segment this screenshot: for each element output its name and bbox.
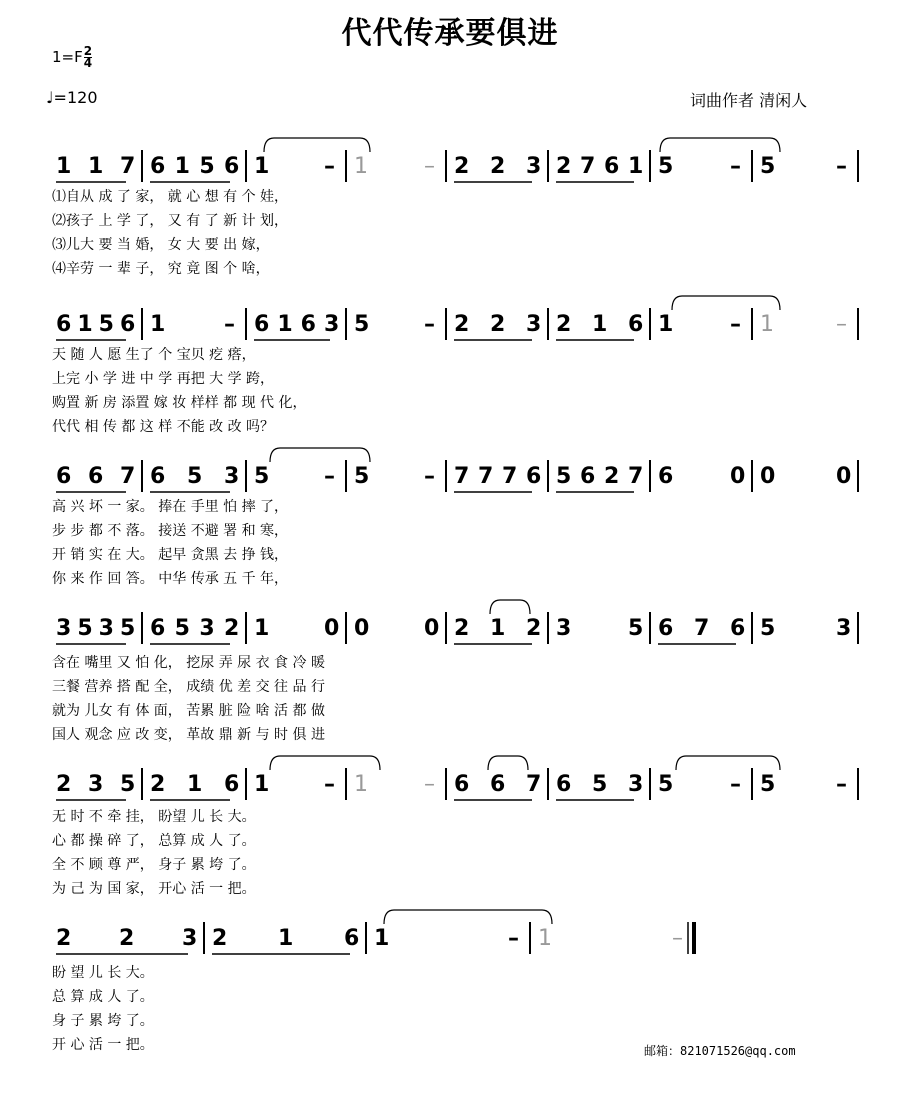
slur xyxy=(270,756,380,770)
lyric-line: ⑶儿大 要 当 婚， 女 大 要 出 嫁， xyxy=(52,237,270,253)
note: 6 xyxy=(120,312,136,337)
note: 6 xyxy=(454,772,470,797)
note: 0 xyxy=(324,616,340,641)
note: 2 xyxy=(454,616,470,641)
note: 6 xyxy=(224,154,240,179)
note: 3 xyxy=(628,772,644,797)
note: 1 xyxy=(760,312,774,337)
dash-note: – xyxy=(836,772,847,797)
lyric-line: 开 销 实 在 大。 起早 贪黑 去 挣 钱， xyxy=(52,547,289,563)
slur xyxy=(264,138,370,152)
note: 1 xyxy=(174,154,190,179)
dash-note: – xyxy=(424,312,435,337)
note: 3 xyxy=(56,616,72,641)
dash-note: – xyxy=(730,312,741,337)
note: 3 xyxy=(526,154,542,179)
dash-note: – xyxy=(730,154,741,179)
note: 0 xyxy=(836,464,852,489)
time-numerator: 2 xyxy=(83,44,93,58)
dash-note: – xyxy=(424,464,435,489)
dash-note: – xyxy=(324,154,335,179)
note: 1 xyxy=(187,772,203,797)
note: 2 xyxy=(212,926,228,951)
dash-note: – xyxy=(508,926,519,951)
note: 5 xyxy=(658,772,674,797)
note: 1 xyxy=(254,616,270,641)
dash-note: – xyxy=(324,464,335,489)
note: 0 xyxy=(730,464,746,489)
note: 3 xyxy=(182,926,198,951)
note: 0 xyxy=(760,464,776,489)
note: 6 xyxy=(490,772,506,797)
note: 2 xyxy=(556,312,572,337)
lyric-line: 国人 观念 应 改 变， 革故 鼎 新 与 时 俱 进 xyxy=(52,727,325,743)
lyric-line: 全 不 顾 尊 严， 身子 累 垮 了。 xyxy=(52,857,256,873)
note: 5 xyxy=(628,616,644,641)
note: 2 xyxy=(556,154,572,179)
note: 6 xyxy=(254,312,270,337)
note: 6 xyxy=(658,464,674,489)
lyric-line: 代代 相 传 都 这 样 不能 改 改 吗？ xyxy=(52,419,275,435)
note: 6 xyxy=(56,312,72,337)
note: 1 xyxy=(278,926,294,951)
note: 6 xyxy=(88,464,104,489)
note: 5 xyxy=(187,464,203,489)
note: 5 xyxy=(254,464,270,489)
note: 7 xyxy=(454,464,470,489)
dash-note: – xyxy=(424,772,435,797)
note: 5 xyxy=(556,464,572,489)
note: 6 xyxy=(604,154,620,179)
note: 3 xyxy=(199,616,215,641)
dash-note: – xyxy=(730,772,741,797)
lyric-line: 盼 望 儿 长 大。 xyxy=(52,965,154,981)
note: 2 xyxy=(490,312,506,337)
note: 7 xyxy=(120,464,136,489)
note: 5 xyxy=(354,464,370,489)
note: 6 xyxy=(658,616,674,641)
note: 2 xyxy=(56,772,72,797)
slur xyxy=(488,756,528,770)
note: 7 xyxy=(478,464,494,489)
note: 2 xyxy=(526,616,542,641)
note: 6 xyxy=(224,772,240,797)
note: 5 xyxy=(120,616,136,641)
note: 3 xyxy=(98,616,114,641)
note: 6 xyxy=(580,464,596,489)
lyric-line: 开 心 活 一 把。 xyxy=(52,1037,154,1053)
note: 2 xyxy=(454,312,470,337)
note: 3 xyxy=(224,464,240,489)
note: 2 xyxy=(454,154,470,179)
lyric-line: ⑷辛劳 一 辈 子， 究 竟 图 个 啥， xyxy=(52,261,270,277)
note: 5 xyxy=(77,616,93,641)
lyric-line: 无 时 不 牵 挂， 盼望 儿 长 大。 xyxy=(52,809,256,825)
note: 7 xyxy=(628,464,644,489)
note: 6 xyxy=(150,154,166,179)
note: 7 xyxy=(120,154,136,179)
note: 3 xyxy=(88,772,104,797)
note: 2 xyxy=(150,772,166,797)
note: 1 xyxy=(490,616,506,641)
note: 5 xyxy=(199,154,215,179)
lyric-line: 购置 新 房 添置 嫁 妆 样样 都 现 代 化， xyxy=(52,395,307,411)
note: 6 xyxy=(344,926,360,951)
note: 3 xyxy=(324,312,340,337)
note: 2 xyxy=(56,926,72,951)
note: 1 xyxy=(592,312,608,337)
dash-note: – xyxy=(836,312,847,337)
note: 1 xyxy=(658,312,674,337)
note: 1 xyxy=(254,772,270,797)
note: 6 xyxy=(556,772,572,797)
note: 0 xyxy=(354,616,370,641)
note: 5 xyxy=(98,312,114,337)
note: 2 xyxy=(490,154,506,179)
note: 5 xyxy=(120,772,136,797)
lyric-line: 就为 儿女 有 体 面， 苦累 脏 险 啥 活 都 做 xyxy=(52,703,325,719)
note: 5 xyxy=(174,616,190,641)
dash-note: – xyxy=(836,154,847,179)
note: 6 xyxy=(56,464,72,489)
slur xyxy=(384,910,552,924)
note: 5 xyxy=(760,616,776,641)
lyric-line: 身 子 累 垮 了。 xyxy=(52,1013,154,1029)
note: 1 xyxy=(354,772,368,797)
note: 1 xyxy=(77,312,93,337)
lyric-line: 总 算 成 人 了。 xyxy=(52,989,154,1005)
note: 1 xyxy=(150,312,166,337)
lyric-line: 天 随 人 愿 生了 个 宝贝 疙 瘩， xyxy=(52,347,256,363)
note: 7 xyxy=(526,772,542,797)
contact-email: 邮箱：821071526@qq.com xyxy=(644,1044,796,1058)
note: 1 xyxy=(538,926,552,951)
lyric-line: 含在 嘴里 又 怕 化， 挖尿 弄 尿 衣 食 冷 暖 xyxy=(52,655,325,671)
note: 1 xyxy=(277,312,293,337)
note: 1 xyxy=(628,154,644,179)
note: 6 xyxy=(628,312,644,337)
note: 3 xyxy=(526,312,542,337)
lyric-line: ⑵孩子 上 学 了， 又 有 了 新 计 划， xyxy=(52,213,289,229)
key-label: 1=F xyxy=(52,48,83,66)
note: 6 xyxy=(730,616,746,641)
note: 1 xyxy=(374,926,390,951)
lyric-line: 心 都 操 碎 了， 总算 成 人 了。 xyxy=(52,833,256,849)
note: 6 xyxy=(300,312,316,337)
dash-note: – xyxy=(672,926,683,951)
note: 7 xyxy=(694,616,710,641)
dash-note: – xyxy=(324,772,335,797)
tempo-marking: ♩=120 xyxy=(46,88,98,107)
lyric-line: ⑴自从 成 了 家， 就 心 想 有 个 娃， xyxy=(52,189,289,205)
note: 6 xyxy=(150,616,166,641)
slur xyxy=(672,296,780,310)
note: 7 xyxy=(502,464,518,489)
lyric-line: 步 步 都 不 落。 接送 不避 署 和 寒， xyxy=(52,523,289,539)
note: 2 xyxy=(224,616,240,641)
lyric-line: 上完 小 学 进 中 学 再把 大 学 跨， xyxy=(52,371,275,387)
dash-note: – xyxy=(224,312,235,337)
slur xyxy=(676,756,780,770)
note: 7 xyxy=(580,154,596,179)
slur xyxy=(660,138,780,152)
song-title: 代代传承要俱进 xyxy=(341,16,559,51)
slur xyxy=(270,448,370,462)
lyric-line: 三餐 营养 搭 配 全， 成绩 优 差 交 往 品 行 xyxy=(52,679,325,695)
note: 1 xyxy=(254,154,270,179)
dash-note: – xyxy=(424,154,435,179)
lyric-line: 你 来 作 回 答。 中华 传承 五 千 年， xyxy=(52,571,289,587)
note: 2 xyxy=(604,464,620,489)
note: 6 xyxy=(150,464,166,489)
time-denominator: 4 xyxy=(83,56,93,70)
note: 5 xyxy=(592,772,608,797)
note: 5 xyxy=(760,154,776,179)
note: 5 xyxy=(658,154,674,179)
note: 0 xyxy=(424,616,440,641)
composer-credit: 词曲作者 清闲人 xyxy=(690,91,808,110)
lyric-line: 高 兴 坏 一 家。 捧在 手里 怕 摔 了， xyxy=(52,499,289,515)
note: 1 xyxy=(56,154,72,179)
note: 3 xyxy=(556,616,572,641)
slur xyxy=(490,600,530,614)
note: 3 xyxy=(836,616,852,641)
note: 1 xyxy=(354,154,368,179)
note: 5 xyxy=(760,772,776,797)
note: 6 xyxy=(526,464,542,489)
note: 1 xyxy=(88,154,104,179)
note: 5 xyxy=(354,312,370,337)
lyric-line: 为 己 为 国 家， 开心 活 一 把。 xyxy=(52,881,256,897)
note: 2 xyxy=(119,926,135,951)
